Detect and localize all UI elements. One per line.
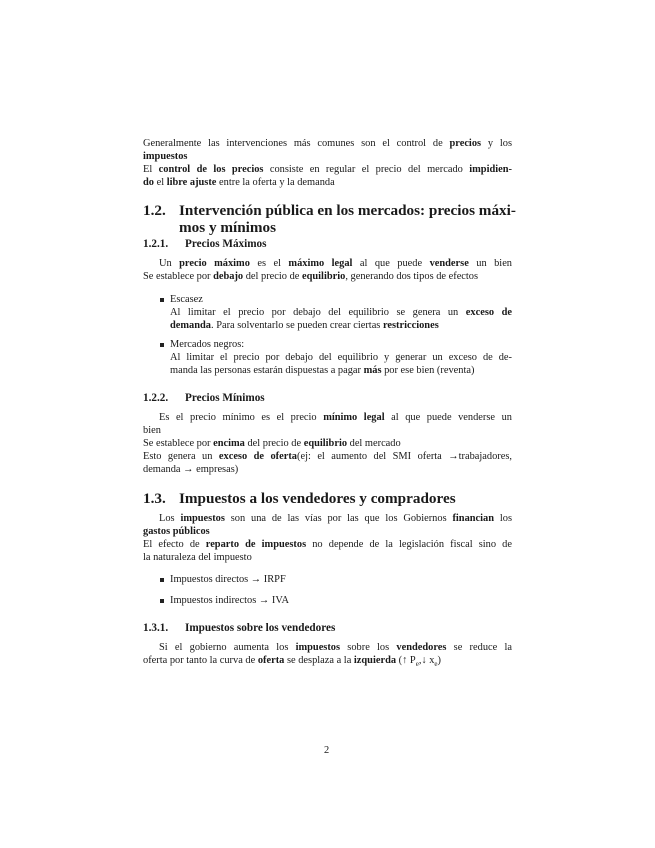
page-number: 2 xyxy=(324,745,330,756)
list-item-line: manda las personas estarán dispuestas a pagar más por ese bien (reventa) xyxy=(170,365,475,376)
list-item-line: Al limitar el precio por debajo del equilibrio se genera un exceso de xyxy=(170,307,512,318)
subsection-number: 1.2.1. xyxy=(143,238,169,250)
list-item-head: Mercados negros: xyxy=(170,339,245,350)
paragraph-line: Esto genera un exceso de oferta(ej: el aumento del SMI oferta →trabajadores, xyxy=(143,451,513,462)
section-title: Impuestos a los vendedores y compradores xyxy=(179,490,456,507)
section-number: 1.3. xyxy=(143,490,166,507)
paragraph-line: Un precio máximo es el máximo legal al que puede venderse un bien xyxy=(159,258,512,269)
subsection-number: 1.2.2. xyxy=(143,392,169,404)
paragraph-line: Si el gobierno aumenta los impuestos sobre los vendedores se reduce la xyxy=(159,642,512,653)
paragraph-line: Se establece por encima del precio de equilibrio del mercado xyxy=(143,438,401,449)
paragraph-line: la naturaleza del impuesto xyxy=(143,552,252,563)
bullet-icon xyxy=(160,578,164,582)
bullet-icon xyxy=(160,599,164,603)
subsection-number: 1.3.1. xyxy=(143,622,169,634)
list-item: Impuestos indirectos → IVA xyxy=(170,595,289,606)
paragraph-line: Es el precio mínimo es el precio mínimo legal al que puede venderse un xyxy=(159,412,512,423)
bullet-icon xyxy=(160,343,164,347)
paragraph-line: gastos públicos xyxy=(143,526,210,537)
paragraph-line: Se establece por debajo del precio de equilibrio, generando dos tipos de efectos xyxy=(143,271,479,282)
paragraph-line: demanda → empresas) xyxy=(143,464,239,475)
intro-line-3: El control de los precios consiste en regular el precio del mercado impidien- xyxy=(143,164,512,175)
list-item: Impuestos directos → IRPF xyxy=(170,574,286,585)
intro-line-1: Generalmente las intervenciones más comunes son el control de precios y los xyxy=(143,138,512,149)
list-item-head: Escasez xyxy=(170,294,203,305)
subsection-title: Precios Máximos xyxy=(185,238,267,250)
paragraph-line: oferta por tanto la curva de oferta se desplaza a la izquierda (↑ $P_e,↓$ $x_e$) xyxy=(143,655,441,669)
list-item-line: Al limitar el precio por debajo del equilibrio y generar un exceso de de- xyxy=(170,352,512,363)
paragraph-line: Los impuestos son una de las vías por las que los Gobiernos financian los xyxy=(159,513,512,524)
intro-line-2: impuestos xyxy=(143,151,188,162)
subsection-title: Precios Mínimos xyxy=(185,392,265,404)
list-item-line: demanda. Para solventarlo se pueden crear ciertas restricciones xyxy=(170,320,439,331)
paragraph-line: bien xyxy=(143,425,161,436)
subsection-title: Impuestos sobre los vendedores xyxy=(185,622,336,634)
paragraph-line: El efecto de reparto de impuestos no depende de la legislación fiscal sino de xyxy=(143,539,512,550)
section-title-line-2: mos y mínimos xyxy=(179,219,277,236)
section-number: 1.2. xyxy=(143,202,166,219)
intro-line-4: do el libre ajuste entre la oferta y la demanda xyxy=(143,177,335,188)
bullet-icon xyxy=(160,298,164,302)
section-title-line-1: Intervención pública en los mercados: precios máxi- xyxy=(179,202,516,219)
